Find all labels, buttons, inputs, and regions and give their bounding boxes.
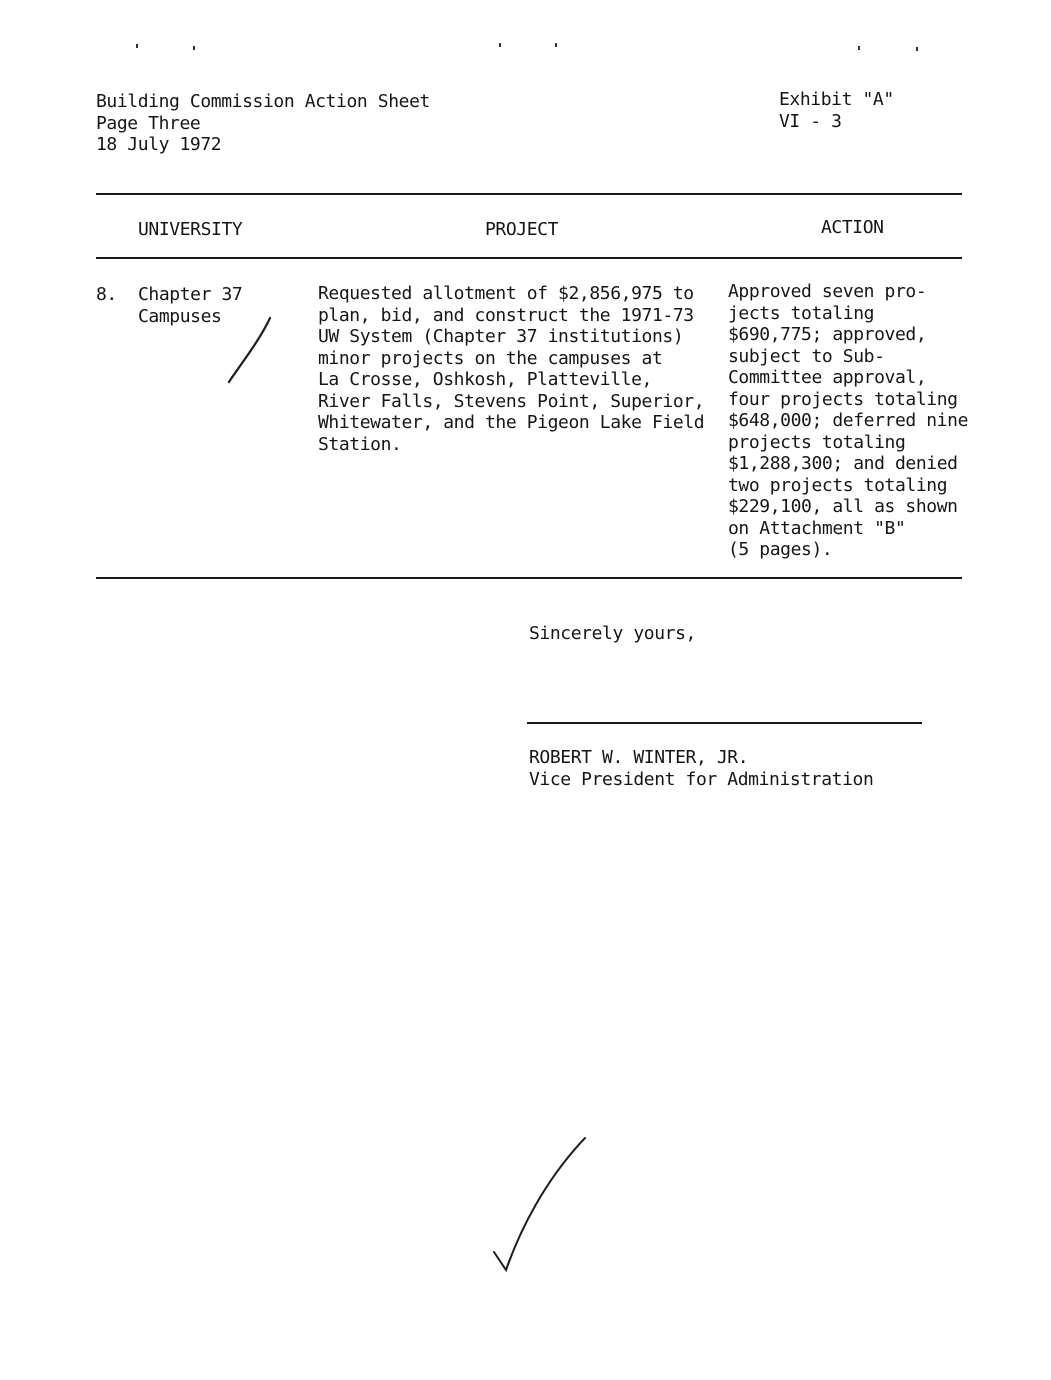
- signature-line: [527, 722, 922, 724]
- project-line: Whitewater, and the Pigeon Lake Field: [318, 412, 705, 433]
- scan-speck: [136, 44, 138, 48]
- margin-tick-mark: [229, 318, 270, 382]
- scan-speck: [499, 43, 501, 47]
- document-title: Building Commission Action Sheet: [96, 91, 430, 112]
- column-header-university: UNIVERSITY: [138, 219, 243, 240]
- exhibit-reference: [779, 89, 894, 132]
- table-top-rule: [96, 193, 962, 195]
- university-line: Chapter 37: [138, 284, 243, 305]
- action-line: $648,000; deferred nine: [728, 410, 969, 431]
- signatory-name: ROBERT W. WINTER, JR.: [529, 747, 749, 768]
- scan-speck: [555, 43, 557, 47]
- action-line: $229,100, all as shown: [728, 496, 958, 517]
- project-line: River Falls, Stevens Point, Superior,: [318, 390, 705, 412]
- column-header-project: PROJECT: [485, 219, 559, 240]
- row-project: [318, 283, 704, 455]
- project-line: minor projects on the campuses at: [318, 347, 663, 369]
- action-line: subject to Sub-: [728, 345, 885, 367]
- action-line: Committee approval,: [728, 367, 927, 388]
- project-line: UW System (Chapter 37 institutions): [318, 326, 684, 347]
- page-label: Page Three: [96, 112, 201, 134]
- university-line: Campuses: [138, 305, 222, 327]
- project-line: plan, bid, and construct the 1971-73: [318, 304, 694, 326]
- action-line: two projects totaling: [728, 474, 948, 496]
- action-line: four projects totaling: [728, 388, 958, 410]
- row-action: [728, 281, 968, 561]
- action-line: $690,775; approved,: [728, 324, 927, 345]
- project-line: Station.: [318, 433, 402, 455]
- action-line: jects totaling: [728, 302, 875, 324]
- column-header-action: ACTION: [821, 217, 884, 238]
- action-line: (5 pages).: [728, 539, 833, 560]
- row-number: 8.: [96, 284, 117, 305]
- project-line: La Crosse, Oshkosh, Platteville,: [318, 369, 652, 390]
- scan-speck: [193, 46, 195, 50]
- table-bottom-rule: [96, 577, 962, 579]
- signatory-title: Vice President for Administration: [529, 768, 874, 790]
- table-header-rule: [96, 257, 962, 259]
- document-header: [96, 91, 430, 156]
- action-line: projects totaling: [728, 431, 906, 453]
- exhibit-label: Exhibit "A": [779, 89, 894, 110]
- checkmark-icon: [494, 1138, 585, 1270]
- action-line: $1,288,300; and denied: [728, 453, 958, 474]
- action-line: Approved seven pro-: [728, 281, 927, 302]
- document-date: 18 July 1972: [96, 134, 222, 155]
- closing-salutation: Sincerely yours,: [529, 623, 696, 644]
- section-label: VI - 3: [779, 110, 842, 132]
- row-university: [138, 284, 242, 327]
- scan-speck: [916, 47, 918, 51]
- project-line: Requested allotment of $2,856,975 to: [318, 283, 694, 304]
- action-line: on Attachment "B": [728, 517, 906, 539]
- scan-speck: [858, 46, 860, 50]
- signature-block: [529, 747, 873, 790]
